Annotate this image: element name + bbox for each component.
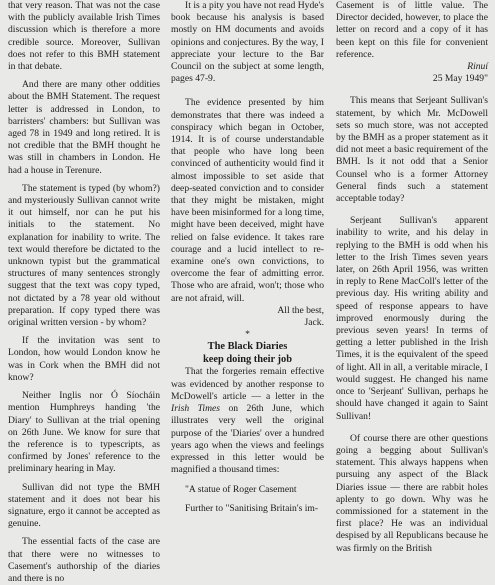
paragraph: Of course there are other questions going a begging about Sullivan's statement. This always happens when pursuing any aspect of the Black Diaries issue — there are rabbit holes aplenty to go down. Why was he commissioned for a statement in the first place? He was an individual despised by all Republicans because he was firmly on the British — [336, 432, 488, 554]
paragraph: If the invitation was sent to London, how would London know he was in Cork when the BMH did not know? — [8, 335, 160, 383]
paragraph: It is a pity you have not read Hyde's book because his analysis is based mostly on HM documents and avoids opinions and conjectures. By the way, I appreciate your lecture to the Bar Council on the subject at some length, pages 47-9. — [171, 0, 324, 85]
paragraph: Sullivan did not type the BMH statement and it does not bear his signature, ergo it cannot be accepted as genuine. — [8, 481, 160, 530]
paragraph: The essential facts of the case are that there were no witnesses to Casement's authorship of the diaries and there is no — [8, 536, 160, 584]
paragraph: Serjeant Sullivan's apparent inability to write, and his delay in replying to the BMH is odd when his letter to the Irish Times seven years later, on 26th April 1956, was written in reply to Rene MacColl's letter of the previous day. His writing ability and speed of response appears to have improved enormously during the previous seven years! In terms of getting a letter published in the Irish Times, it is the equivalent of the speed of light. All in all, a veritable miracle, I would suggest. He changed his name once to 'Serjeant' Sullivan, perhaps he should have changed it again to Saint Sullivan! — [336, 215, 488, 422]
paragraph: This means that Serjeant Sullivan's statement, by which Mr. McDowell sets so much store, was not accepted by the BMH as a proper statement as it did not meet a basic requirement of the BMH. Is it not odd that a Senior Counsel who is a former Attorney General finds such a statement acceptable today? — [336, 95, 488, 205]
letter-signoff: All the best, — [277, 304, 324, 316]
quoted-letter-title: "A statue of Roger Casement — [185, 484, 297, 496]
section-divider-asterisk: * — [245, 329, 250, 341]
section-heading-line1: The Black Diaries — [207, 341, 288, 353]
section-heading-line2: keep doing their job — [202, 353, 292, 365]
letter-signoff: Rinuí — [467, 61, 488, 73]
letter-signature: Jack. — [304, 317, 324, 329]
paragraph-text: on 26th June, which illustrates very well the original purpose of the 'Diaries' over a hundred years ago when the views and feelings expressed in this letter would be magnified a thousand times: — [171, 403, 324, 476]
paragraph: that very reason. That was not the case with the publicly available Irish Times discussion which is therefore a more credible source. Moreover, Sullivan does not refer to this BMH statement in that debate. — [8, 0, 160, 73]
letter-date: 25 May 1949" — [432, 73, 488, 85]
column-right — [336, 0, 488, 555]
paragraph-text: That the forgeries remain effective was evidenced by another response to McDowell's article — a letter in the — [171, 366, 324, 402]
paragraph: The statement is typed (by whom?) and mysteriously Sullivan cannot write it out himself, nor can he put his initials to the statement. No explanation for inability to write. The text would therefore be dictated to the unknown typist but the grammatical structures of many sentences strongly suggest that the text was copy typed, not dictated by a 78 year old without preparation. If copy typed there was original written version - by whom? — [8, 182, 160, 329]
quoted-letter-text: Further to "Sanitising Britain's im- — [185, 502, 319, 514]
column-middle — [171, 0, 324, 515]
paragraph: And there are many other oddities about the BMH Statement. The request letter is addressed in London, to barristers' chambers: but Sullivan was aged 78 in 1949 and long retired. It is not credible that the BMH thought he was still in chambers in London. He had a house in Terenure. — [8, 79, 160, 176]
column-left — [8, 0, 160, 585]
paragraph — [171, 366, 324, 476]
newspaper-title: Irish Times — [171, 403, 220, 415]
paragraph: Neither Inglis nor Ó Síocháin mention Humphreys handing 'the Diary' to Sullivan at the trial opening on 26th June. We know for sure that the reference is to typescripts, as confirmed by Jones' reference to the preliminary hearing in May. — [8, 390, 160, 475]
paragraph: The evidence presented by him demonstrates that there was indeed a conspiracy which began in October, 1914. It is of course understandable that people who have long been convinced of authenticity would find it almost impossible to set aside that deep-seated conviction and to consider that they might be mistaken, might have been misinformed for a long time, might have been deceived, might have relied on false evidence. It takes rare courage and a lucid intellect to re-examine one's own convictions, to overcome the fear of admitting error. Those who are afraid, won't; those who are not afraid, will. — [171, 97, 324, 304]
paragraph: Casement is of little value. The Director decided, however, to place the letter on record and a copy of it has been kept on this file for convenient reference. — [336, 0, 488, 60]
